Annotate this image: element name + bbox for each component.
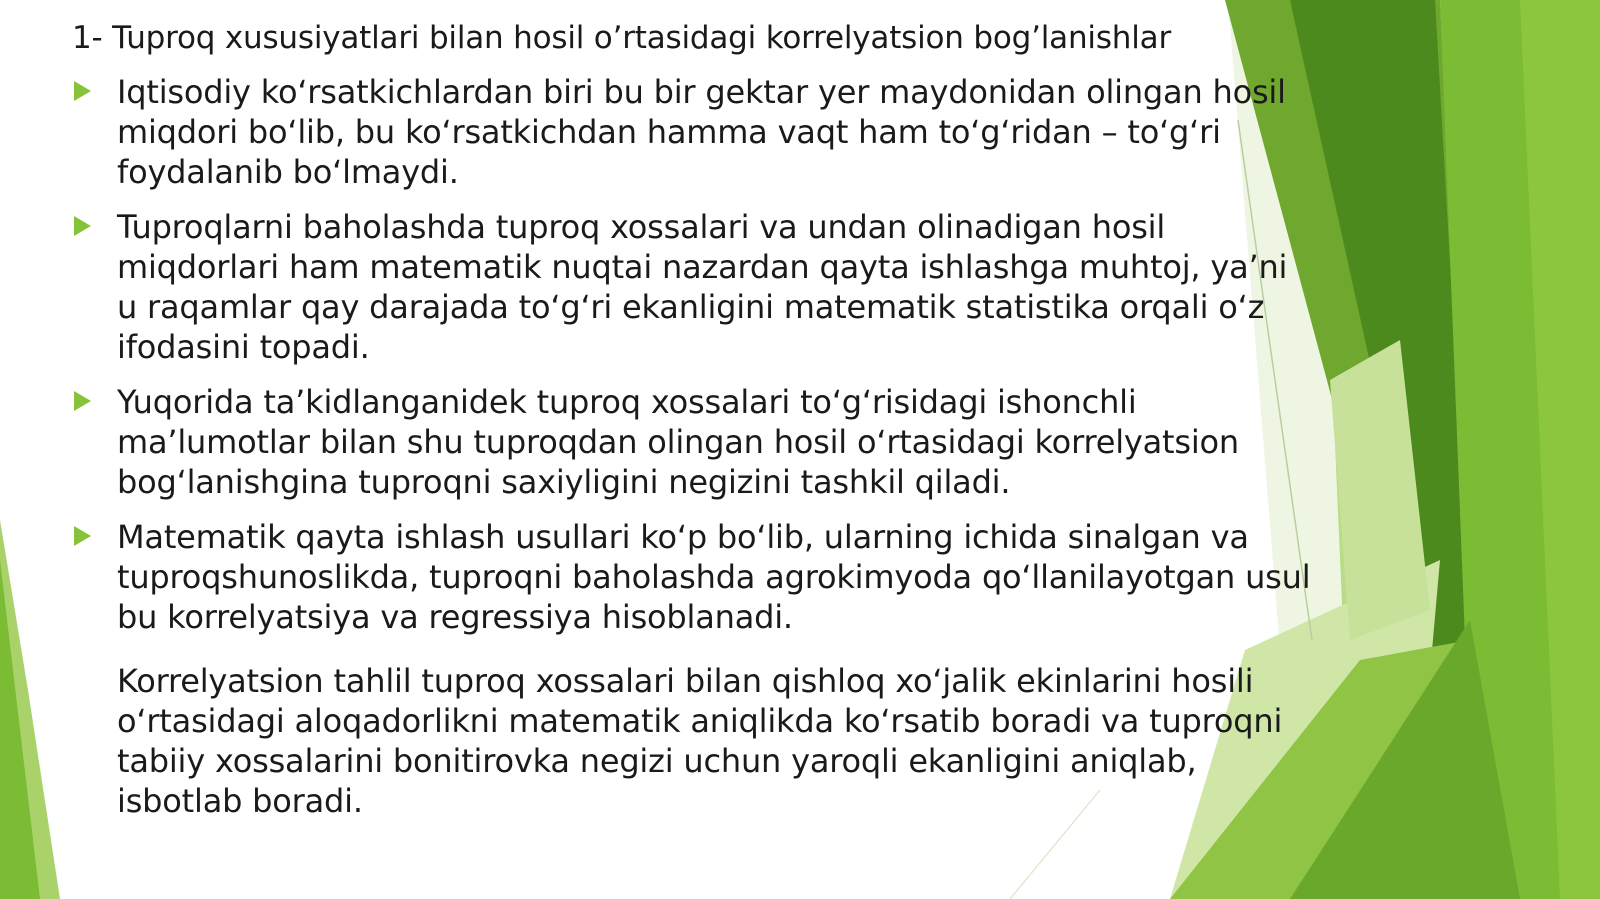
closing-paragraph: Korrelyatsion tahlil tuproq xossalari bilan qishloq xo‘jalik ekinlarini hosili o‘rtasidagi aloqadorlikni matematik aniqlikda ko‘rsatib boradi va tuproqni tabiiy xossalarini bonitirovka negizi uchun yaroqli ekanligini aniqlab, isbotlab boradi. <box>117 662 1283 820</box>
triangle-bullet-icon <box>74 81 91 101</box>
bullet-text: Yuqorida ta’kidlanganidek tuproq xossalari to‘g‘risidagi ishonchli ma’lumotlar bilan shu tuproqdan olingan hosil o‘rtasidagi korrelyatsion bog‘lanishgina tuproqni saxiyligini negizini tashkil qiladi. <box>117 383 1240 501</box>
bullet-item <box>72 517 1312 637</box>
bullet-item <box>72 72 1312 192</box>
bullet-item <box>72 207 1312 367</box>
slide-content <box>72 18 1312 821</box>
bullet-text: Tuproqlarni baholashda tuproq xossalari va undan olinadigan hosil miqdorlari ham matematik nuqtai nazardan qayta ishlashga muhtoj, ya’ni u raqamlar qay darajada to‘g‘ri ekanligini matematik statistika orqali o‘z ifodasini topadi. <box>117 208 1288 366</box>
bullet-item <box>72 382 1312 502</box>
bullet-text: Matematik qayta ishlash usullari ko‘p bo‘lib, ularning ichida sinalgan va tuproqshunoslikda, tuproqni baholashda agrokimyoda qo‘llanilayotgan usul bu korrelyatsiya va regressiya hisoblanadi. <box>117 518 1311 636</box>
bullet-text: Iqtisodiy ko‘rsatkichlardan biri bu bir gektar yer maydonidan olingan hosil miqdori bo‘lib, bu ko‘rsatkichdan hamma vaqt ham to‘g‘ridan – to‘g‘ri foydalanib bo‘lmaydi. <box>117 73 1286 191</box>
slide-title: 1- Tuproq xususiyatlari bilan hosil o’rtasidagi korrelyatsion bog’lanishlar <box>72 20 1171 56</box>
triangle-bullet-icon <box>74 391 91 411</box>
triangle-bullet-icon <box>74 216 91 236</box>
triangle-bullet-icon <box>74 526 91 546</box>
bullet-list <box>72 72 1312 637</box>
